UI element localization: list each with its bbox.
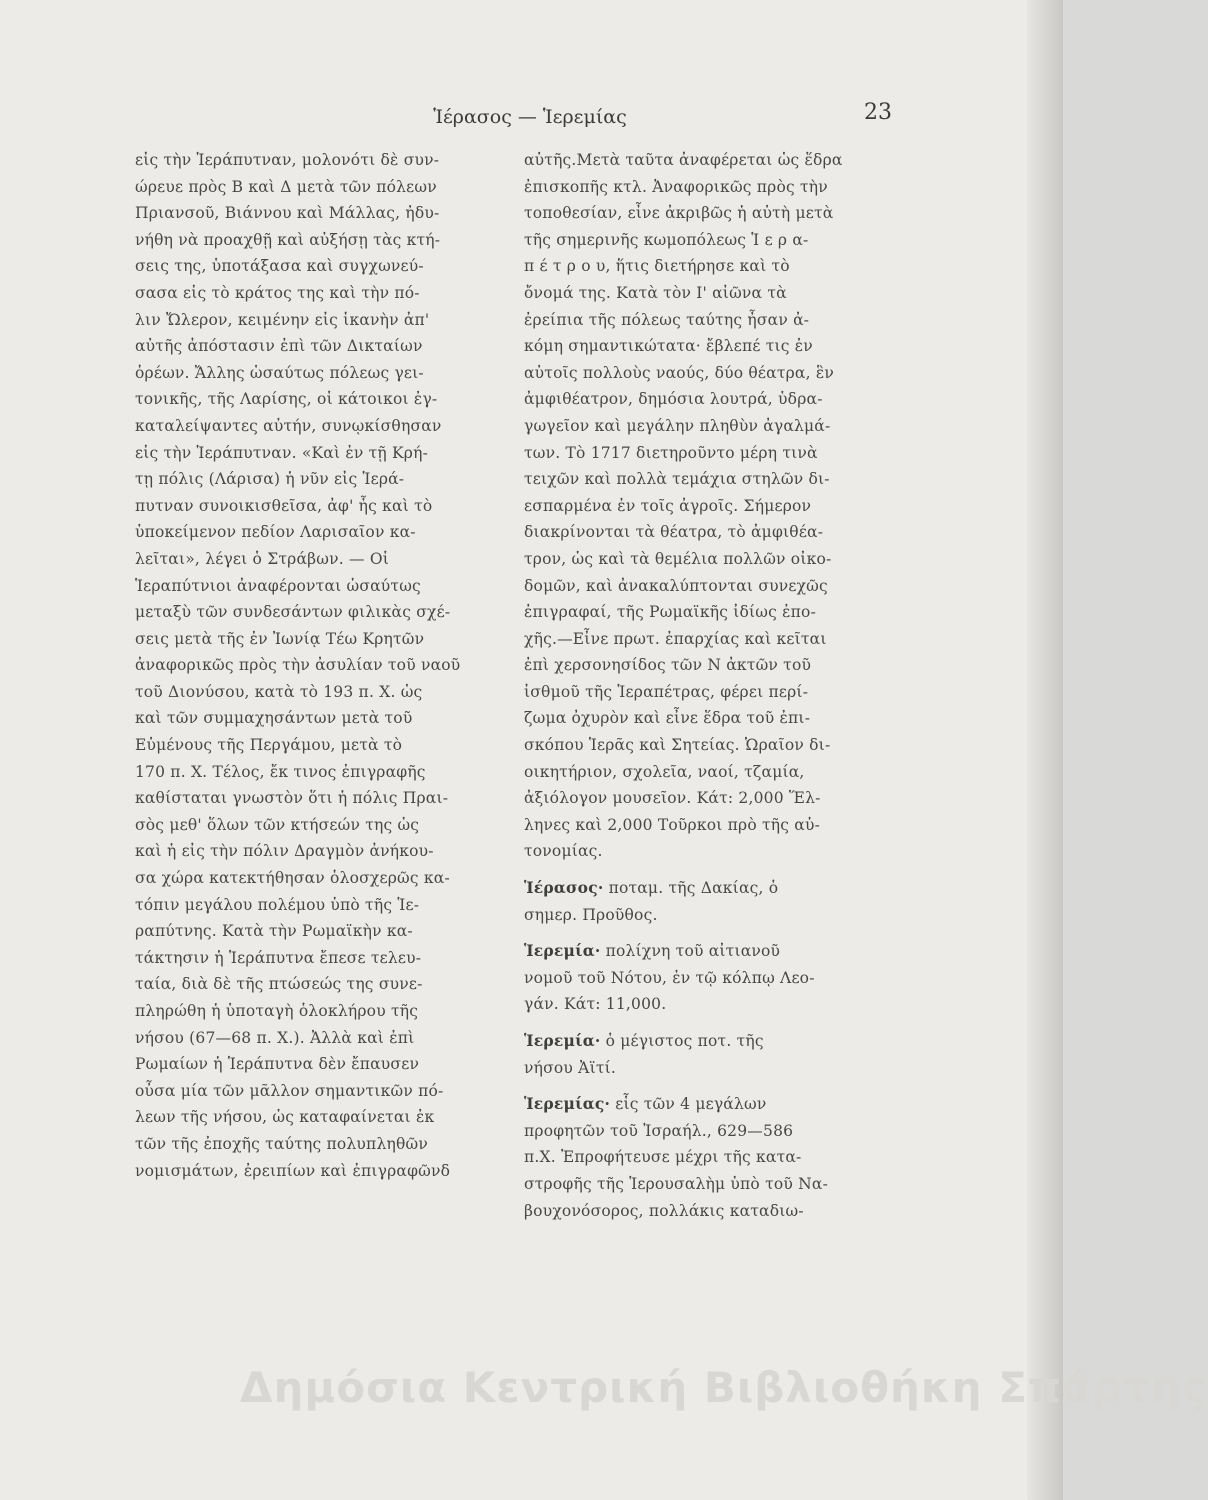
entry-continuation-line: νομοῦ τοῦ Νότου, ἐν τῷ κόλπῳ Λεο- bbox=[524, 968, 815, 987]
entry-first-line bbox=[524, 1091, 894, 1118]
text-line: ταία, διὰ δὲ τῆς πτώσεώς της συνε- bbox=[135, 975, 423, 994]
text-line: ζωμα ὀχυρὸν καὶ εἶνε ἕδρα τοῦ ἐπι- bbox=[524, 709, 811, 728]
text-line: πληρώθη ἡ ὑποταγὴ ὁλοκλήρου τῆς bbox=[135, 1002, 419, 1020]
text-line: των. Τὸ 1717 διετηροῦντο μέρη τινὰ bbox=[524, 443, 818, 462]
text-line: π έ τ ρ ο υ, ἥτις διετήρησε καὶ τὸ bbox=[524, 257, 790, 276]
entry-headword: Ἱερεμία· bbox=[524, 941, 601, 961]
entry-definition: ὁ μέγιστος ποτ. τῆς bbox=[600, 1032, 764, 1050]
text-line: καὶ ἡ εἰς τὴν πόλιν Δραγμὸν ἀνήκου- bbox=[135, 842, 434, 861]
text-line: οικητήριον, σχολεῖα, ναοί, τζαμία, bbox=[524, 762, 805, 781]
entry-continuation-line: προφητῶν τοῦ Ἰσραήλ., 629—586 bbox=[524, 1121, 794, 1140]
right-column-intro bbox=[524, 147, 894, 865]
text-line: πυτναν συνοικισθεῖσα, ἀφ' ἧς καὶ τὸ bbox=[135, 496, 433, 515]
text-line: ἐπὶ χερσονησίδος τῶν Ν ἀκτῶν τοῦ bbox=[524, 656, 812, 675]
text-line: καταλείψαντες αὐτήν, συνῳκίσθησαν bbox=[135, 416, 442, 435]
entry-definition: ποταμ. τῆς Δακίας, ὁ bbox=[603, 879, 779, 898]
text-line: λεων τῆς νήσου, ὡς καταφαίνεται ἐκ bbox=[135, 1108, 435, 1127]
text-line: νήσου (67—68 π. Χ.). Ἀλλὰ καὶ ἐπὶ bbox=[135, 1028, 415, 1047]
text-line: οὖσα μία τῶν μᾶλλον σημαντικῶν πό- bbox=[135, 1081, 444, 1100]
entry-continuation-line: νήσου Ἀϊτί. bbox=[524, 1058, 617, 1077]
entry-continuation-line: π.Χ. Ἐπροφήτευσε μέχρι τῆς κατα- bbox=[524, 1148, 802, 1167]
left-column bbox=[135, 147, 505, 1184]
entry-continuation-line: γάν. Κάτ: 11,000. bbox=[524, 995, 667, 1014]
text-line: μεταξὺ τῶν συνδεσάντων φιλικὰς σχέ- bbox=[135, 603, 451, 622]
text-line: ἀξιόλογον μουσεῖον. Κάτ: 2,000 Ἕλ- bbox=[524, 789, 821, 808]
text-line: τειχῶν καὶ πολλὰ τεμάχια στηλῶν δι- bbox=[524, 470, 830, 489]
text-line: γωγεῖον καὶ μεγάλην πληθὺν ἀγαλμά- bbox=[524, 416, 831, 435]
entry-first-line bbox=[524, 938, 894, 965]
text-line: δομῶν, καὶ ἀνακαλύπτονται συνεχῶς bbox=[524, 576, 828, 595]
text-line: εἰς τὴν Ἱεράπυτναν, μολονότι δὲ συν- bbox=[135, 151, 440, 169]
text-line: τονικῆς, τῆς Λαρίσης, οἱ κάτοικοι ἐγ- bbox=[135, 390, 438, 409]
text-line: σεις της, ὑποτάξασα καὶ συγχωνεύ- bbox=[135, 257, 424, 276]
text-line: ἐπισκοπῆς κτλ. Ἀναφορικῶς πρὸς τὴν bbox=[524, 177, 828, 196]
entry-continuation-line: στροφῆς τῆς Ἱερουσαλὴμ ὑπὸ τοῦ Να- bbox=[524, 1174, 829, 1193]
text-line: αὐτῆς.Μετὰ ταῦτα ἀναφέρεται ὡς ἕδρα bbox=[524, 151, 843, 169]
page-edge bbox=[1027, 0, 1063, 1500]
library-watermark: Δημόσια Κεντρική Βιβλιοθήκη Σπάρτης bbox=[240, 1363, 1208, 1412]
text-line: σα χώρα κατεκτήθησαν ὁλοσχερῶς κα- bbox=[135, 869, 450, 888]
text-line: σασα εἰς τὸ κράτος της καὶ τὴν πό- bbox=[135, 283, 420, 302]
text-line: εσπαρμένα ἐν τοῖς ἀγροῖς. Σήμερον bbox=[524, 496, 812, 515]
text-line: ραπύτνης. Κατὰ τὴν Ρωμαϊκὴν κα- bbox=[135, 922, 413, 941]
text-line: εἰς τὴν Ἱεράπυτναν. «Καὶ ἐν τῇ Κρή- bbox=[135, 443, 429, 462]
dictionary-entries bbox=[524, 875, 894, 1224]
text-line: λιν Ὤλερον, κειμένην εἰς ἱκανὴν ἀπ' bbox=[135, 310, 430, 329]
text-line: Εὐμένους τῆς Περγάμου, μετὰ τὸ bbox=[135, 736, 403, 755]
page-number: 23 bbox=[864, 100, 892, 125]
text-line: τῃ πόλις (Λάρισα) ἡ νῦν εἰς Ἱερά- bbox=[135, 470, 405, 489]
text-line: Πριανσοῦ, Βιάννου καὶ Μάλλας, ἠδυ- bbox=[135, 204, 440, 223]
text-line: νομισμάτων, ἐρειπίων καὶ ἐπιγραφῶνδ bbox=[135, 1161, 451, 1180]
text-line: νήθη νὰ προαχθῇ καὶ αὐξήσῃ τὰς κτή- bbox=[135, 230, 441, 249]
entry-headword: Ἱέρασος· bbox=[524, 878, 604, 898]
text-line: Ρωμαίων ἡ Ἱεράπυτνα δὲν ἔπαυσεν bbox=[135, 1055, 420, 1074]
entry-headword: Ἱερεμία· bbox=[524, 1031, 601, 1050]
text-line: χῆς.—Εἶνε πρωτ. ἐπαρχίας καὶ κεῖται bbox=[524, 629, 827, 648]
text-line: σεις μετὰ τῆς ἐν Ἰωνίᾳ Τέω Κρητῶν bbox=[135, 629, 425, 648]
text-line: τάκτησιν ἡ Ἱεράπυτνα ἔπεσε τελευ- bbox=[135, 948, 422, 967]
text-line: σκόπου Ἱερᾶς καὶ Σητείας. Ὡραῖον δι- bbox=[524, 736, 831, 755]
entry-continuation-line: σημερ. Προῦθος. bbox=[524, 905, 658, 924]
text-line: αὐτοῖς πολλοὺς ναούς, δύο θέατρα, ἓν bbox=[524, 363, 834, 382]
text-line: διακρίνονται τὰ θέατρα, τὸ ἀμφιθέα- bbox=[524, 523, 824, 542]
text-line: ὄνομά της. Κατὰ τὸν Ι' αἰῶνα τὰ bbox=[524, 283, 787, 302]
text-line: καὶ τῶν συμμαχησάντων μετὰ τοῦ bbox=[135, 709, 413, 728]
entry-headword: Ἱερεμίας· bbox=[524, 1094, 611, 1114]
text-line: τῶν τῆς ἐποχῆς ταύτης πολυπληθῶν bbox=[135, 1134, 428, 1153]
entry-first-line bbox=[524, 875, 894, 902]
text-line: τοῦ Διονύσου, κατὰ τὸ 193 π. Χ. ὡς bbox=[135, 682, 423, 701]
text-line: σὸς μεθ' ὅλων τῶν κτήσεών της ὡς bbox=[135, 815, 420, 834]
text-line: καθίσταται γνωστὸν ὅτι ἡ πόλις Πραι- bbox=[135, 789, 449, 808]
entry-definition: εἷς τῶν 4 μεγάλων bbox=[610, 1095, 767, 1114]
text-line: τόπιν μεγάλου πολέμου ὑπὸ τῆς Ἱε- bbox=[135, 895, 420, 914]
text-line: κόμη σημαντικώτατα· ἔβλεπέ τις ἐν bbox=[524, 337, 813, 356]
right-column bbox=[524, 147, 894, 1224]
text-line: ἀναφορικῶς πρὸς τὴν ἀσυλίαν τοῦ ναοῦ bbox=[135, 656, 461, 675]
text-line: λεῖται», λέγει ὁ Στράβων. — Οἱ bbox=[135, 549, 389, 568]
entry-continuation-line: βουχονόσορος, πολλάκις καταδιω- bbox=[524, 1201, 804, 1220]
text-line: αὐτῆς ἀπόστασιν ἐπὶ τῶν Δικταίων bbox=[135, 337, 423, 356]
text-line: 170 π. Χ. Τέλος, ἔκ τινος ἐπιγραφῆς bbox=[135, 762, 426, 781]
text-line: ώρευε πρὸς Β καὶ Δ μετὰ τῶν πόλεων bbox=[135, 177, 437, 196]
text-line: ἐρείπια τῆς πόλεως ταύτης ἦσαν ἀ- bbox=[524, 310, 810, 329]
running-header: Ἱέρασος — Ἱερεμίας bbox=[433, 106, 627, 128]
entry-first-line bbox=[524, 1028, 894, 1055]
text-line: τοποθεσίαν, εἶνε ἀκριβῶς ἡ αὐτὴ μετὰ bbox=[524, 204, 834, 223]
text-line: ἀμφιθέατρον, δημόσια λουτρά, ὑδρα- bbox=[524, 390, 823, 409]
text-line: ἰσθμοῦ τῆς Ἱεραπέτρας, φέρει περί- bbox=[524, 682, 809, 701]
text-line: τρον, ὡς καὶ τὰ θεμέλια πολλῶν οἰκο- bbox=[524, 549, 832, 568]
entry-definition: πολίχνη τοῦ αἰτιανοῦ bbox=[600, 942, 781, 961]
text-line: Ἱεραπύτνιοι ἀναφέρονται ὡσαύτως bbox=[135, 576, 421, 595]
text-line: ἐπιγραφαί, τῆς Ρωμαϊκῆς ἰδίως ἐπο- bbox=[524, 603, 817, 622]
text-line: ὀρέων. Ἄλλης ὡσαύτως πόλεως γει- bbox=[135, 363, 424, 382]
text-line: ληνες καὶ 2,000 Τοῦρκοι πρὸ τῆς αὐ- bbox=[524, 815, 821, 834]
text-line: ὑποκείμενον πεδίον Λαρισαῖον κα- bbox=[135, 523, 416, 542]
text-line: τονομίας. bbox=[524, 842, 603, 861]
text-line: τῆς σημερινῆς κωμοπόλεως Ἱ ε ρ α- bbox=[524, 230, 809, 249]
